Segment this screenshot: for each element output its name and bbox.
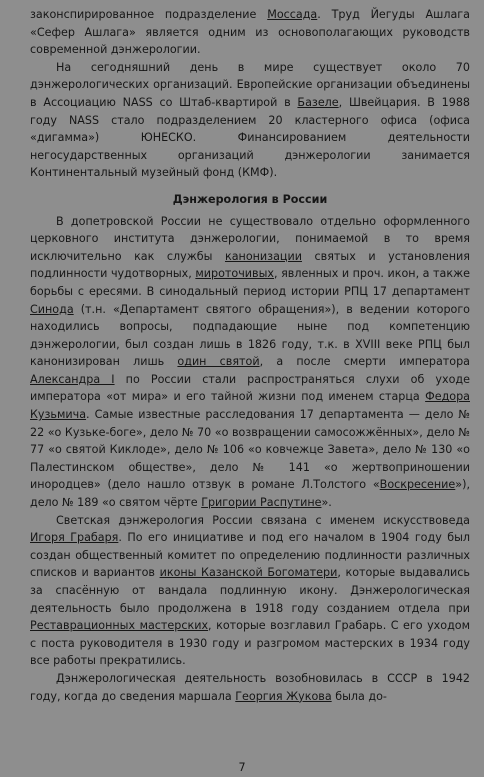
link-alexander-i[interactable]: Александра I bbox=[30, 372, 115, 386]
link-fyodor-kuzmich[interactable]: Федора Кузьмича bbox=[30, 390, 470, 422]
text: В допетровской России не существовало отдельно оформленного церковного института дэнжерологии, понимаемой в то время исключительно как службы bbox=[30, 214, 470, 263]
text: ». bbox=[321, 496, 332, 510]
link-georgy-zhukov[interactable]: Георгия Жукова bbox=[235, 689, 332, 703]
page-number: 7 bbox=[238, 761, 246, 775]
text: , явленных и проч. икон, а также борьбы с ересями. В синодальный период истории РПЦ 17 департамент bbox=[30, 267, 470, 298]
link-resurrection[interactable]: Воскресение bbox=[379, 478, 456, 492]
paragraph-ussr bbox=[30, 670, 470, 705]
text: »), дело № 189 «о святом чёрте bbox=[30, 478, 470, 510]
link-restoration-workshops[interactable]: Реставрационных мастерских bbox=[30, 619, 209, 633]
text: (т.н. «Департамент святого обращения»), в ведении которого находились вопросы, подпадающие ныне под компетенцию дэнжерологии, был создан лишь в 1826 году, т.к. в XVIII веке РПЦ был канонизирован лишь bbox=[30, 302, 470, 369]
link-kazan-icon[interactable]: иконы Казанской Богоматери bbox=[159, 566, 338, 580]
text: На сегодняшний день в мире существует около 70 дэнжерологических организаций. Европейские организации объединены в Ассоциацию NASS со Штаб-квартирой в bbox=[30, 60, 470, 109]
text: . По его инициативе и под его началом в 1904 году был создан общественный комитет по определению подлинности различных списков и вариантов bbox=[30, 531, 471, 580]
paragraph-organizations bbox=[30, 59, 470, 182]
text: . Труд Йегуды Ашлага «Сефер Ашлага» является одним из основополагающих руководств современной дэнжерологии. bbox=[30, 8, 470, 57]
text: , а после смерти императора bbox=[259, 355, 470, 369]
text: святых и установления подлинности чудотворных, bbox=[30, 249, 470, 281]
text: по России стали распространяться слухи об уходе императора «от мира» и его тайной жизни под именем старца bbox=[30, 372, 470, 404]
text: , Швейцария. В 1988 году NASS стало подразделением 20 кластерного офиса (офиса «дигамма») ЮНЕСКО. Финансированием деятельности негосударственных организаций дэнжерологии занимается Континентальный музейный фонд (КМФ). bbox=[30, 95, 470, 180]
paragraph-secular bbox=[30, 512, 470, 670]
text: была до- bbox=[331, 689, 387, 703]
text: , которые возглавил Грабарь. С его уходом с поста руководителя в 1930 году и разгромом мастерских в 1934 году все работы прекратились. bbox=[30, 619, 470, 668]
text: . Самые известные расследования 17 департамента — дело № 22 «о Кузьке-боге», дело № 70 «о возвращении самосожжённых», дело № 77 «о святой Киклоде», дело № 106 «о ковчежце Завета», дело № 130 «о Палестинском обществе», дело № 141 «о жертвоприношении инородцев» (дело нашло отзвук в романе Л.Толстого « bbox=[30, 408, 470, 492]
link-grigori-rasputin[interactable]: Григории Распутине bbox=[201, 496, 322, 510]
text: , которые выдавались за спасённую от вандала подлинную икону. Дэнжерологическая деятельность было продолжена в 1918 году созданием отдела при bbox=[30, 566, 470, 615]
link-one-saint[interactable]: один святой bbox=[177, 355, 260, 369]
text: Дэнжерологическая деятельность возобновилась в СССР в 1942 году, когда до сведения маршала bbox=[30, 671, 470, 703]
text: законспирированное подразделение bbox=[30, 8, 268, 21]
link-myrrh-streaming[interactable]: мироточивых bbox=[195, 267, 274, 281]
paragraph-pre-petrine bbox=[30, 213, 470, 512]
link-basel[interactable]: Базеле bbox=[297, 95, 339, 109]
text: Светская дэнжерология России связана с именем искусствоведа bbox=[56, 513, 470, 527]
link-synod[interactable]: Синода bbox=[30, 302, 74, 316]
link-canonization[interactable]: канонизации bbox=[224, 249, 302, 263]
section-heading: Дэнжерология в России bbox=[172, 192, 328, 206]
paragraph-intro bbox=[30, 6, 470, 59]
link-igor-grabar[interactable]: Игоря Грабаря bbox=[30, 531, 119, 545]
link-mossad[interactable]: Моссада bbox=[267, 8, 318, 21]
